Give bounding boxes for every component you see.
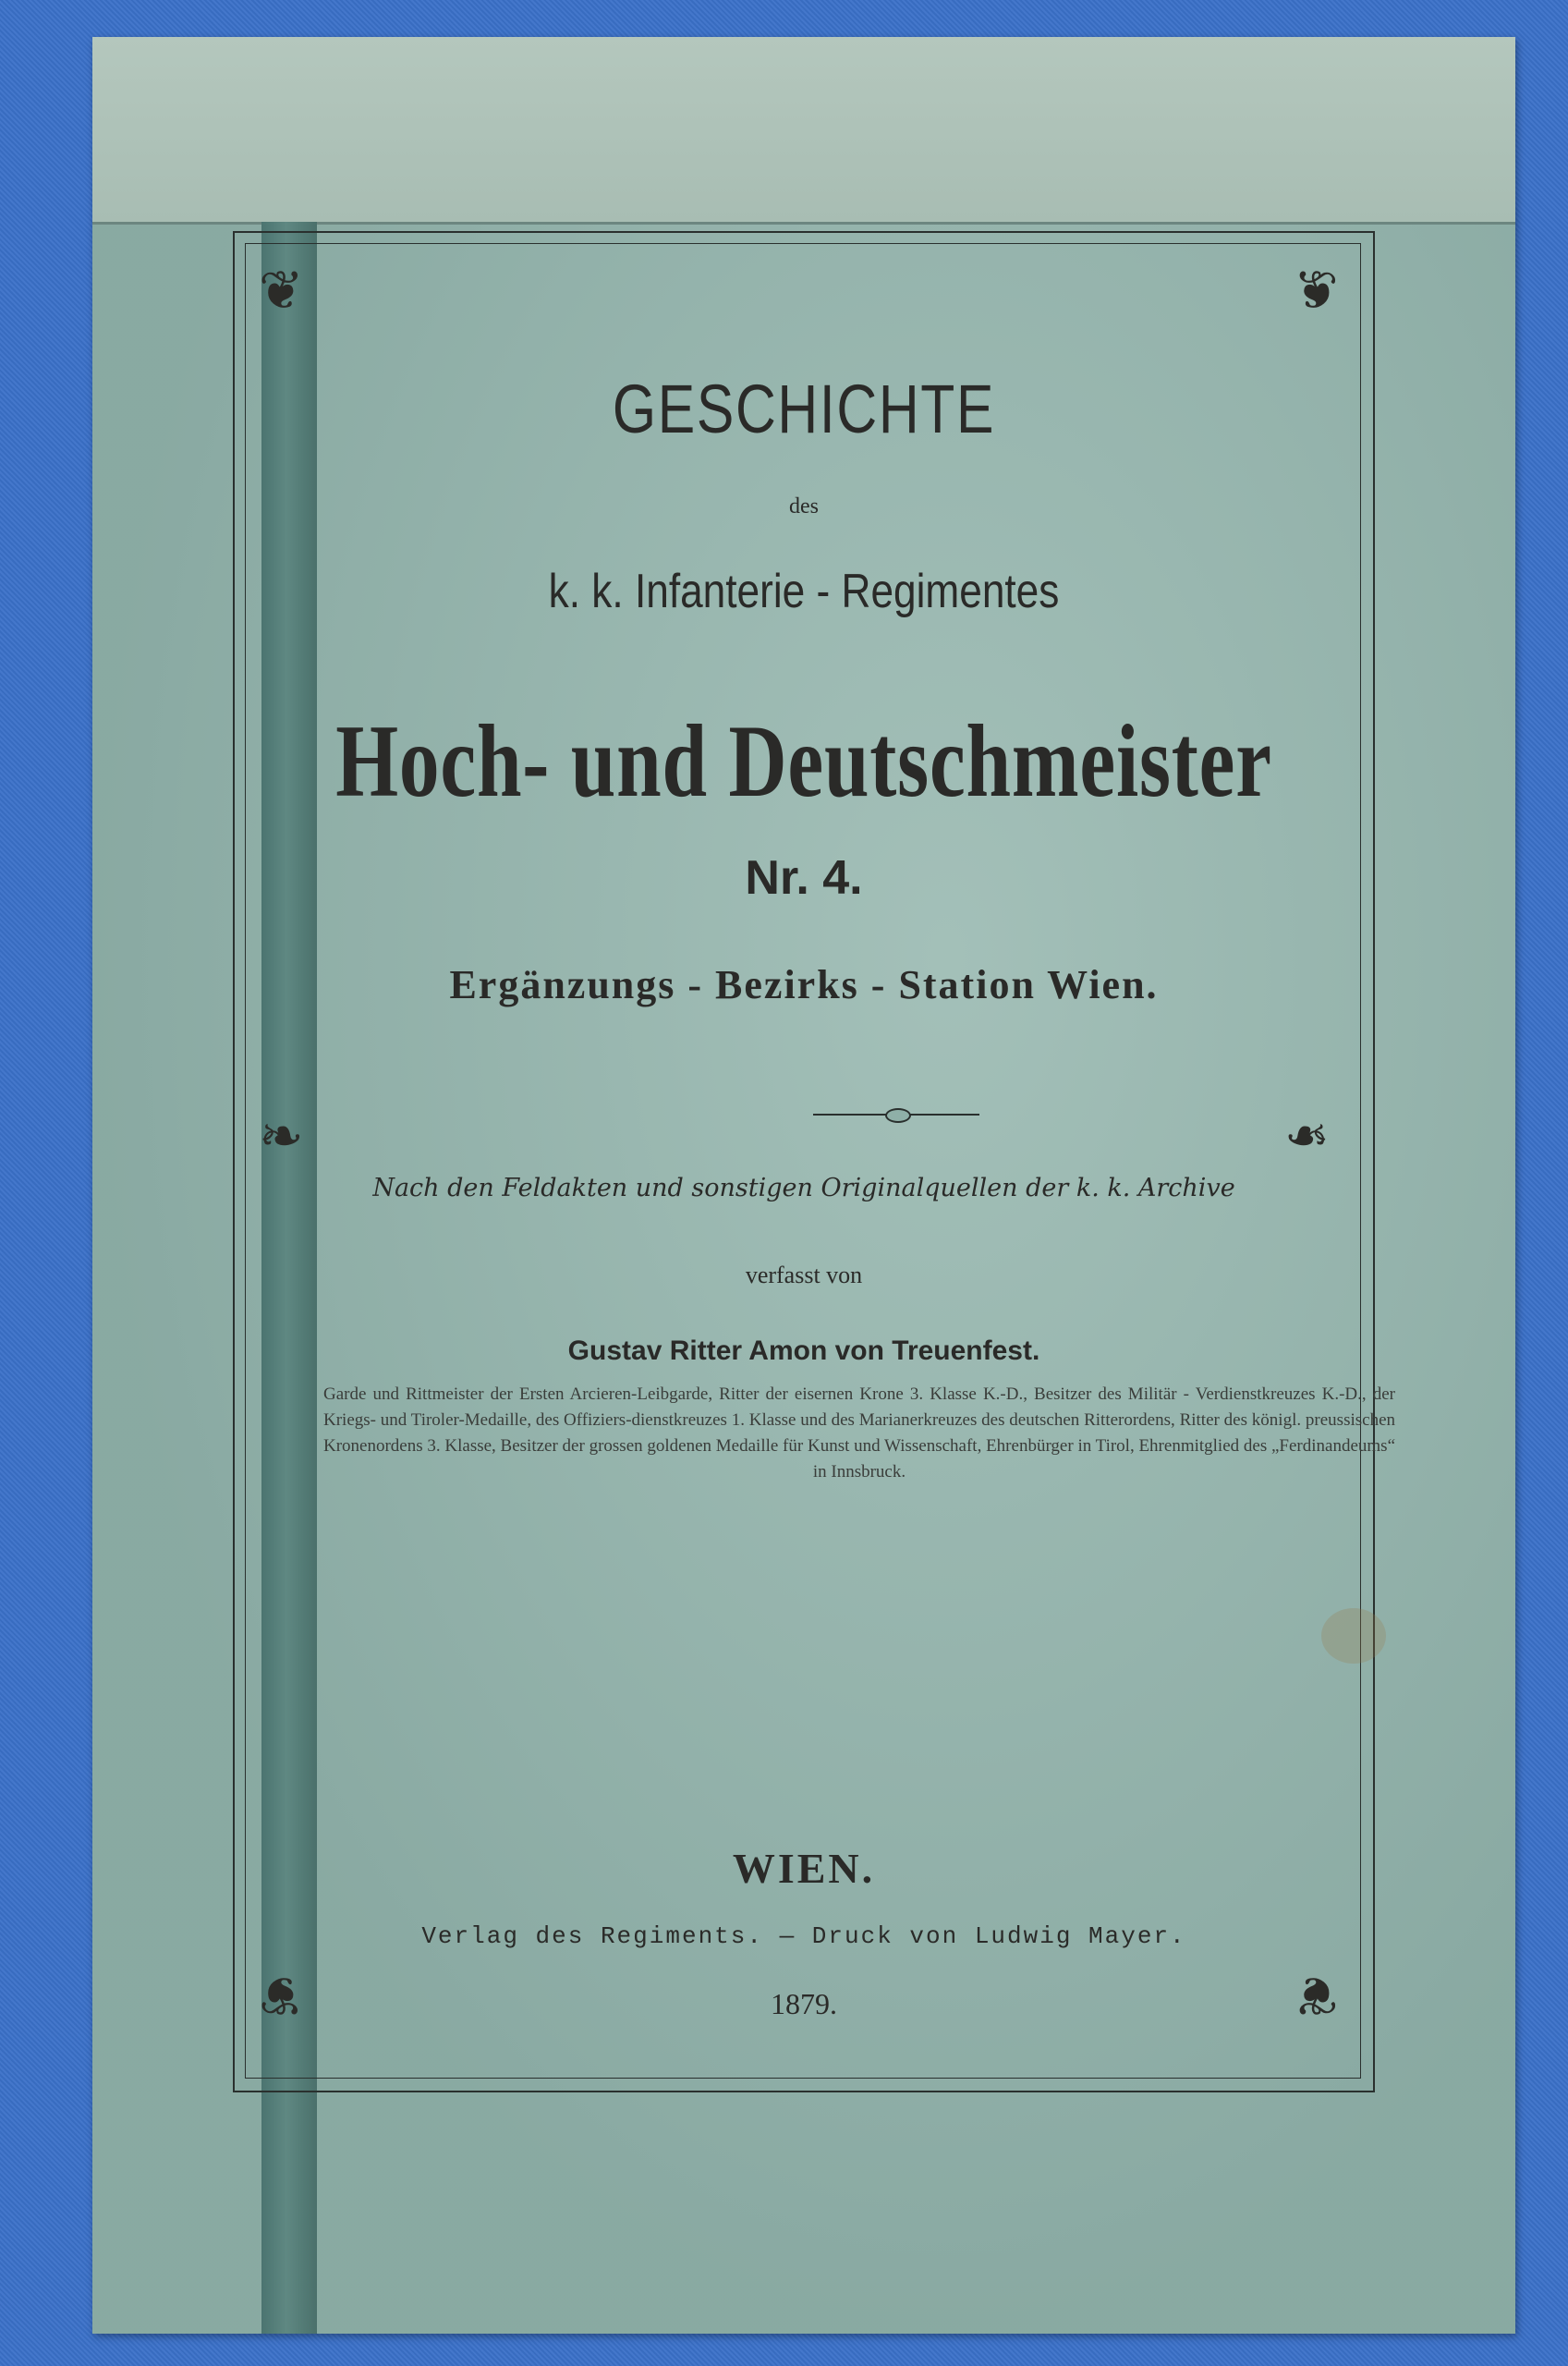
corner-ornament-bottom-left-icon: ❦ [259,1964,304,2027]
stain [1321,1608,1386,1664]
side-ornament-right-icon: ❧ [1284,1104,1330,1167]
article-des: des [789,494,819,518]
author-name: Gustav Ritter Amon von Treuenfest. [567,1335,1040,1366]
station-line: Ergänzungs - Bezirks - Station Wien. [449,962,1159,1007]
regiment-number: Nr. 4. [745,851,863,905]
source-line: Nach den Feldakten und sonstigen Originalquellen der k. k. Archive [372,1174,1235,1202]
regiment-name: Hoch- und Deutschmeister [335,704,1272,819]
publisher-line: Verlag des Regiments. — Druck von Ludwig Mayer. [421,1922,1186,1950]
side-ornament-left-icon: ❧ [259,1104,304,1167]
book-cover-page [92,37,1515,2334]
book-title: GESCHICHTE [612,371,996,447]
verfasst-line: verfasst von [745,1262,863,1288]
page-top-band [92,37,1515,225]
corner-ornament-bottom-right-icon: ❦ [1294,1964,1339,2027]
author-details: Garde und Rittmeister der Ersten Arcieren-Leibgarde, Ritter der eisernen Krone 3. Klasse K.-D., Besitzer des Militär - Verdienstkreuzes K.-D., der Kriegs- und Tiroler-Medaille, des Offiziers-dienstkreuzes 1. Klasse und des Marianerkreuzes des deutschen Ritterordens, Ritter des königl. preussischen Kronenordens 3. Klasse, Besitzer der grossen goldenen Medaille für Kunst und Wissenschaft, Ehrenbürger in Tirol, Ehrenmitglied des „Ferdinandeums“ in Innsbruck. [323,1384,1395,1482]
corner-ornament-top-left-icon: ❦ [259,259,304,322]
corner-ornament-top-right-icon: ❦ [1294,259,1339,322]
publication-city: WIEN. [732,1845,876,1892]
regiment-line: k. k. Infanterie - Regimentes [548,565,1060,618]
divider-ornament [885,1108,911,1123]
publication-year: 1879. [771,1987,837,2020]
